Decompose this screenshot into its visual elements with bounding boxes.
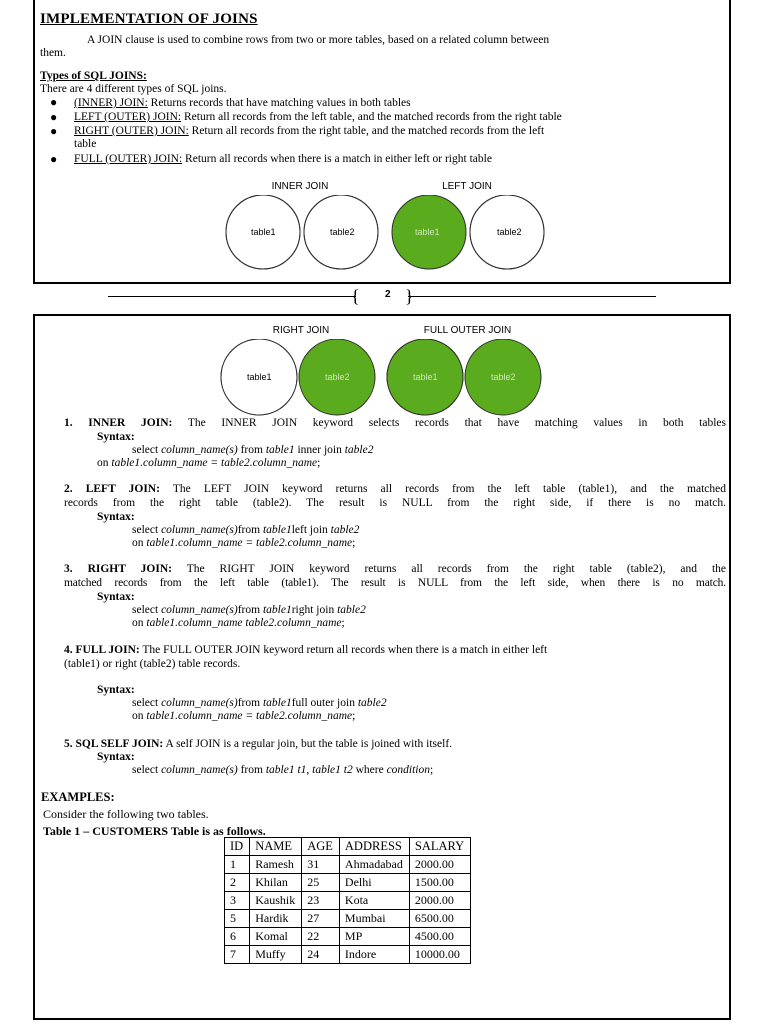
bullet-dot: ● [50, 152, 58, 166]
section-right-join [64, 562, 726, 576]
page-number: 2 [385, 289, 391, 300]
bullet-text: Return all records when there is a match in either left or right table [182, 153, 492, 165]
syntax-line: on table1.column_name table2.column_name; [132, 617, 345, 629]
syntax-label: Syntax: [97, 511, 135, 523]
bullet-dot: ● [50, 124, 58, 138]
bullet-inner [74, 97, 411, 109]
cell-salary: 6500.00 [409, 910, 470, 928]
syntax-label: Syntax: [97, 751, 135, 763]
venn-inner-join [226, 195, 378, 269]
section-desc: The RIGHT JOIN keyword returns all records from the right table (table2), and the [186, 563, 726, 575]
syntax-line: select column_name(s) from table1 t1, table1 t2 where condition; [132, 764, 434, 776]
cell-salary: 10000.00 [409, 946, 470, 964]
cell-address: Kota [339, 892, 409, 910]
section-heading: 5. SQL SELF JOIN: [64, 738, 164, 750]
bullet-term: RIGHT (OUTER) JOIN: [74, 125, 189, 137]
separator-line-left [108, 296, 356, 297]
cell-name: Ramesh [250, 856, 302, 874]
bullet-term: FULL (OUTER) JOIN: [74, 153, 183, 165]
col-header: ID [225, 838, 250, 856]
bullet-text: Return all records from the right table, and the matched records from the left [188, 125, 545, 137]
examples-intro: Consider the following two tables. [43, 807, 209, 821]
cell-age: 23 [302, 892, 340, 910]
bullet-dot: ● [50, 110, 58, 124]
venn-title-full: FULL OUTER JOIN [423, 325, 512, 336]
section-full-join [64, 643, 547, 657]
cell-address: Delhi [339, 874, 409, 892]
bullet-left [74, 111, 562, 123]
venn-label-table1: table1 [413, 372, 438, 382]
venn-label-table1: table1 [415, 227, 440, 237]
cell-id: 3 [225, 892, 250, 910]
cell-age: 31 [302, 856, 340, 874]
cell-name: Hardik [250, 910, 302, 928]
cell-id: 7 [225, 946, 250, 964]
bullet-right [74, 125, 544, 137]
cell-age: 25 [302, 874, 340, 892]
cell-name: Muffy [250, 946, 302, 964]
section-desc: The INNER JOIN keyword selects records that have matching values in both tables [187, 417, 726, 429]
syntax-label: Syntax: [97, 684, 135, 696]
table-caption: Table 1 – CUSTOMERS Table is as follows. [43, 824, 266, 838]
section-desc-cont: matched records from the left table (table1). The result is NULL from the left side, when there is no match. [64, 577, 726, 589]
section-heading: 1. INNER JOIN: [64, 417, 173, 429]
section-inner-join [64, 416, 726, 430]
section-heading: 2. LEFT JOIN: [64, 483, 160, 495]
cell-id: 2 [225, 874, 250, 892]
section-desc: A self JOIN is a regular join, but the table is joined with itself. [165, 738, 453, 750]
cell-id: 5 [225, 910, 250, 928]
syntax-line: select column_name(s)from table1full outer join table2 [132, 697, 387, 709]
bullet-term: (INNER) JOIN: [74, 97, 148, 109]
table-row [225, 892, 471, 910]
cell-address: Indore [339, 946, 409, 964]
types-heading: Types of SQL JOINS: [40, 70, 147, 82]
page-1 [33, 0, 731, 284]
syntax-line: on table1.column_name = table2.column_name; [97, 457, 321, 469]
bullet-term: LEFT (OUTER) JOIN: [74, 111, 182, 123]
col-header: AGE [302, 838, 340, 856]
intro-text: A JOIN clause is used to combine rows from two or more tables, based on a related column between [87, 34, 550, 46]
col-header: NAME [250, 838, 302, 856]
venn-label-table2: table2 [330, 227, 355, 237]
section-desc-cont: (table1) or right (table2) table records. [64, 658, 241, 670]
venn-diagrams-row2 [217, 339, 557, 417]
table-row [225, 946, 471, 964]
bullet-right-cont: table [74, 138, 97, 150]
venn-title-inner: INNER JOIN [271, 181, 329, 192]
syntax-line: on table1.column_name = table2.column_name; [132, 710, 356, 722]
bullet-text: Return all records from the left table, and the matched records from the right table [181, 111, 562, 123]
cell-salary: 2000.00 [409, 892, 470, 910]
section-heading: 4. FULL JOIN: [64, 644, 140, 656]
separator-line-right [408, 296, 656, 297]
section-desc: The LEFT JOIN keyword returns all records from the left table (table1), and the matched [172, 483, 726, 495]
table-row [225, 928, 471, 946]
section-desc: The FULL OUTER JOIN keyword return all records when there is a match in either left [142, 644, 548, 656]
cell-age: 27 [302, 910, 340, 928]
syntax-line: select column_name(s)from table1left join table2 [132, 524, 360, 536]
venn-title-right: RIGHT JOIN [272, 325, 330, 336]
cell-age: 24 [302, 946, 340, 964]
venn-title-left: LEFT JOIN [442, 181, 492, 192]
syntax-label: Syntax: [97, 591, 135, 603]
section-self-join [64, 737, 452, 751]
table-header-row [225, 838, 471, 856]
venn-label-table1: table1 [247, 372, 272, 382]
table-row [225, 910, 471, 928]
table-row [225, 874, 471, 892]
syntax-line: select column_name(s)from table1right join table2 [132, 604, 366, 616]
syntax-label: Syntax: [97, 431, 135, 443]
cell-id: 6 [225, 928, 250, 946]
cell-id: 1 [225, 856, 250, 874]
brace-left: { [351, 286, 360, 306]
bullet-dot: ● [50, 95, 58, 109]
customers-table [224, 837, 471, 964]
syntax-line: select column_name(s) from table1 inner join table2 [132, 444, 374, 456]
venn-label-table2: table2 [497, 227, 522, 237]
venn-full-join [387, 339, 541, 415]
col-header: ADDRESS [339, 838, 409, 856]
venn-label-table1: table1 [251, 227, 276, 237]
col-header: SALARY [409, 838, 470, 856]
types-intro: There are 4 different types of SQL joins. [40, 83, 227, 95]
section-heading: 3. RIGHT JOIN: [64, 563, 172, 575]
examples-heading: EXAMPLES: [41, 790, 115, 804]
cell-name: Komal [250, 928, 302, 946]
cell-salary: 4500.00 [409, 928, 470, 946]
cell-age: 22 [302, 928, 340, 946]
venn-label-table2: table2 [491, 372, 516, 382]
cell-name: Kaushik [250, 892, 302, 910]
brace-right: } [405, 286, 414, 306]
bullet-text: Returns records that have matching values in both tables [147, 97, 411, 109]
cell-address: MP [339, 928, 409, 946]
venn-left-join [392, 195, 544, 269]
section-desc-cont: records from the right table (table2). The result is NULL from the right side, if there is no match. [64, 497, 726, 509]
venn-right-join [221, 339, 375, 415]
table-row [225, 856, 471, 874]
section-left-join [64, 482, 726, 496]
cell-address: Mumbai [339, 910, 409, 928]
cell-salary: 2000.00 [409, 856, 470, 874]
venn-label-table2: table2 [325, 372, 350, 382]
venn-diagrams-row1 [215, 195, 555, 270]
cell-salary: 1500.00 [409, 874, 470, 892]
intro-text-cont: them. [40, 47, 66, 59]
document-title: IMPLEMENTATION OF JOINS [40, 11, 258, 27]
cell-address: Ahmadabad [339, 856, 409, 874]
bullet-full [74, 153, 492, 165]
syntax-line: on table1.column_name = table2.column_name; [132, 537, 356, 549]
cell-name: Khilan [250, 874, 302, 892]
